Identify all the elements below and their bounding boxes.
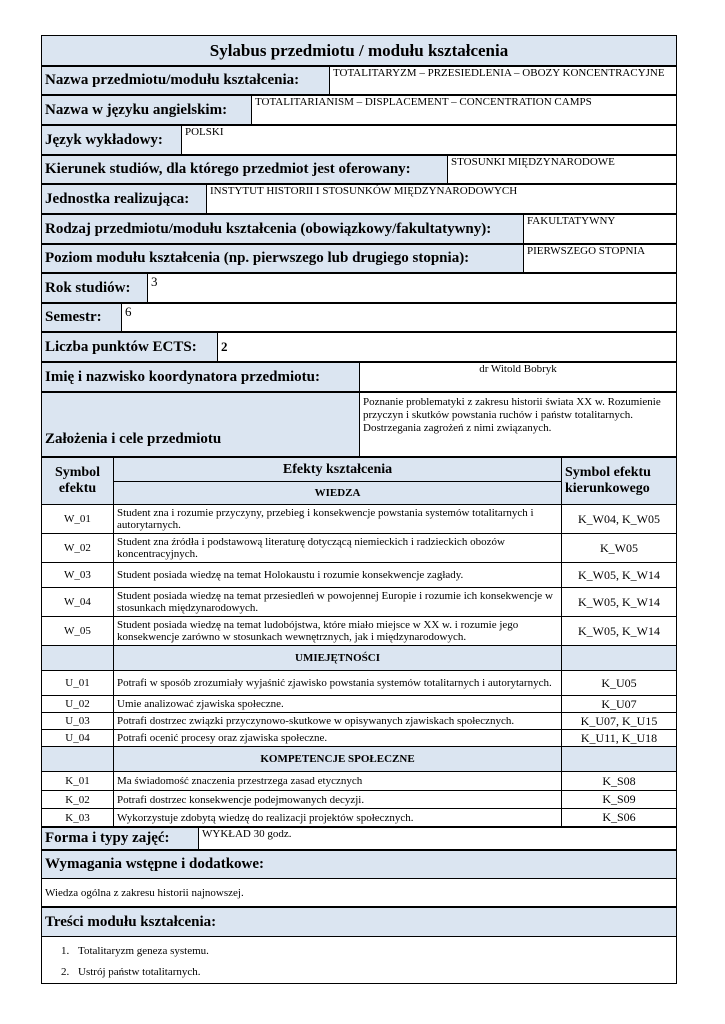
effect-row bbox=[42, 730, 677, 747]
nazwa-value: TOTALITARYZM – PRZESIEDLENIA – OBOZY KONCENTRACYJNE bbox=[330, 67, 677, 95]
section-spacer bbox=[42, 747, 114, 772]
effect-row bbox=[42, 713, 677, 730]
effect-description: Potrafi w sposób zrozumiały wyjaśnić zjawisko powstania systemów totalitarnych i autorytarnych. bbox=[114, 671, 562, 696]
section-wiedza: WIEDZA bbox=[114, 482, 562, 505]
effect-row bbox=[42, 809, 677, 827]
effect-row bbox=[42, 696, 677, 713]
effect-kier-symbol: K_W04, K_W05 bbox=[562, 505, 677, 534]
effect-row bbox=[42, 588, 677, 617]
effect-symbol: W_05 bbox=[42, 617, 114, 646]
row-forma bbox=[41, 827, 677, 850]
row-rok bbox=[41, 273, 677, 303]
effect-description: Ma świadomość znaczenia przestrzega zasad etycznych bbox=[114, 772, 562, 791]
semestr-value: 6 bbox=[122, 304, 677, 332]
row-zalozenia bbox=[41, 392, 677, 457]
effect-kier-symbol: K_W05, K_W14 bbox=[562, 563, 677, 588]
effect-kier-symbol: K_U07, K_U15 bbox=[562, 713, 677, 730]
effect-symbol: K_02 bbox=[42, 791, 114, 809]
col-header-effects: Efekty kształcenia bbox=[114, 458, 562, 482]
effect-kier-symbol: K_U05 bbox=[562, 671, 677, 696]
koordynator-label: Imię i nazwisko koordynatora przedmiotu: bbox=[42, 363, 360, 392]
tresci-list-cell bbox=[42, 937, 677, 984]
row-jezyk bbox=[41, 125, 677, 155]
effect-description: Wykorzystuje zdobytą wiedzę do realizacji projektów społecznych. bbox=[114, 809, 562, 827]
jezyk-label: Język wykładowy: bbox=[42, 126, 182, 155]
effect-kier-symbol: K_U07 bbox=[562, 696, 677, 713]
rok-value: 3 bbox=[148, 274, 677, 303]
wiedza-rows bbox=[42, 505, 677, 646]
zalozenia-value: Poznanie problematyki z zakresu historii świata XX w. Rozumienie przyczyn i skutków powstania ruchów i państw totalitarnych. Dostrzegania zagrożeń z nimi związanych. bbox=[360, 393, 677, 457]
umiejetnosci-rows bbox=[42, 671, 677, 747]
wymagania-value: Wiedza ogólna z zakresu historii najnowszej. bbox=[42, 879, 677, 907]
section-spacer bbox=[562, 646, 677, 671]
effect-symbol: W_01 bbox=[42, 505, 114, 534]
effect-symbol: U_02 bbox=[42, 696, 114, 713]
effect-kier-symbol: K_W05 bbox=[562, 534, 677, 563]
forma-label: Forma i typy zajęć: bbox=[42, 828, 199, 850]
row-rodzaj bbox=[41, 214, 677, 244]
col-header-kier: Symbol efektu kierunkowego bbox=[562, 458, 677, 505]
effect-row bbox=[42, 791, 677, 809]
col-header-symbol: Symbol efektu bbox=[42, 458, 114, 505]
kierunek-value: STOSUNKI MIĘDZYNARODOWE bbox=[448, 156, 677, 184]
tresci-label: Treści modułu kształcenia: bbox=[42, 908, 677, 937]
row-nazwa bbox=[41, 66, 677, 95]
effect-description: Student zna i rozumie przyczyny, przebieg i konsekwencje powstania systemów totalitarnych i autorytarnych. bbox=[114, 505, 562, 534]
effect-kier-symbol: K_S08 bbox=[562, 772, 677, 791]
poziom-value: PIERWSZEGO STOPNIA bbox=[524, 245, 677, 273]
wymagania-label: Wymagania wstępne i dodatkowe: bbox=[42, 851, 677, 879]
effect-symbol: W_03 bbox=[42, 563, 114, 588]
effect-row bbox=[42, 505, 677, 534]
nazwa-label: Nazwa przedmiotu/modułu kształcenia: bbox=[42, 67, 330, 95]
effect-row bbox=[42, 617, 677, 646]
effect-description: Umie analizować zjawiska społeczne. bbox=[114, 696, 562, 713]
effect-description: Student posiada wiedzę na temat ludobójstwa, które miało miejsce w XX w. i rozumie jego konsekwencje zarówno w stosunkach wewnętrznych, jak i międzynarodowych. bbox=[114, 617, 562, 646]
ects-label: Liczba punktów ECTS: bbox=[42, 333, 218, 362]
row-kierunek bbox=[41, 155, 677, 184]
row-semestr bbox=[41, 303, 677, 332]
section-spacer bbox=[42, 646, 114, 671]
row-poziom bbox=[41, 244, 677, 273]
section-umiejetnosci: UMIEJĘTNOŚCI bbox=[114, 646, 562, 671]
semestr-label: Semestr: bbox=[42, 304, 122, 332]
effect-kier-symbol: K_S09 bbox=[562, 791, 677, 809]
effect-description: Potrafi dostrzec konsekwencje podejmowanych decyzji. bbox=[114, 791, 562, 809]
kierunek-label: Kierunek studiów, dla którego przedmiot jest oferowany: bbox=[42, 156, 448, 184]
row-koordynator bbox=[41, 362, 677, 392]
effect-description: Student posiada wiedzę na temat przesiedleń w powojennej Europie i rozumie ich konsekwencje w stosunkach międzynarodowych. bbox=[114, 588, 562, 617]
koordynator-value: dr Witold Bobryk bbox=[360, 363, 677, 392]
kompetencje-rows bbox=[42, 772, 677, 827]
tresci-list bbox=[42, 941, 676, 983]
title-table bbox=[41, 35, 677, 66]
effect-description: Student zna źródła i podstawową literaturę dotyczącą niemieckich i radzieckich obozów koncentracyjnych. bbox=[114, 534, 562, 563]
jednostka-label: Jednostka realizująca: bbox=[42, 185, 207, 214]
effect-row bbox=[42, 563, 677, 588]
jednostka-value: INSTYTUT HISTORII I STOSUNKÓW MIĘDZYNARODOWYCH bbox=[207, 185, 677, 214]
effect-symbol: W_02 bbox=[42, 534, 114, 563]
effect-kier-symbol: K_W05, K_W14 bbox=[562, 617, 677, 646]
effect-description: Student posiada wiedzę na temat Holokaustu i rozumie konsekwencje zagłady. bbox=[114, 563, 562, 588]
effect-description: Potrafi dostrzec związki przyczynowo-skutkowe w opisywanych zjawiskach społecznych. bbox=[114, 713, 562, 730]
jezyk-value: POLSKI bbox=[182, 126, 677, 155]
effect-symbol: U_03 bbox=[42, 713, 114, 730]
row-jednostka bbox=[41, 184, 677, 214]
nazwa-en-label: Nazwa w języku angielskim: bbox=[42, 96, 252, 125]
row-tresci bbox=[41, 907, 677, 984]
section-kompetencje: KOMPETENCJE SPOŁECZNE bbox=[114, 747, 562, 772]
poziom-label: Poziom modułu kształcenia (np. pierwszego lub drugiego stopnia): bbox=[42, 245, 524, 273]
effect-symbol: K_01 bbox=[42, 772, 114, 791]
effects-table bbox=[41, 457, 677, 827]
effect-row bbox=[42, 772, 677, 791]
row-wymagania bbox=[41, 850, 677, 907]
effect-row bbox=[42, 671, 677, 696]
effect-kier-symbol: K_S06 bbox=[562, 809, 677, 827]
effect-symbol: W_04 bbox=[42, 588, 114, 617]
list-item: 1. Totalitaryzm geneza systemu. bbox=[72, 941, 676, 962]
row-nazwa-en bbox=[41, 95, 677, 125]
document-title: Sylabus przedmiotu / modułu kształcenia bbox=[42, 36, 677, 66]
syllabus-page bbox=[41, 35, 677, 984]
effect-row bbox=[42, 534, 677, 563]
effect-symbol: U_01 bbox=[42, 671, 114, 696]
effect-description: Potrafi ocenić procesy oraz zjawiska społeczne. bbox=[114, 730, 562, 747]
section-spacer bbox=[562, 747, 677, 772]
zalozenia-label: Założenia i cele przedmiotu bbox=[42, 393, 360, 457]
effect-symbol: U_04 bbox=[42, 730, 114, 747]
effect-kier-symbol: K_U11, K_U18 bbox=[562, 730, 677, 747]
rok-label: Rok studiów: bbox=[42, 274, 148, 303]
list-item: 2. Ustrój państw totalitarnych. bbox=[72, 962, 676, 983]
effect-kier-symbol: K_W05, K_W14 bbox=[562, 588, 677, 617]
row-ects bbox=[41, 332, 677, 362]
rodzaj-label: Rodzaj przedmiotu/modułu kształcenia (obowiązkowy/fakultatywny): bbox=[42, 215, 524, 244]
effect-symbol: K_03 bbox=[42, 809, 114, 827]
nazwa-en-value: TOTALITARIANISM – DISPLACEMENT – CONCENTRATION CAMPS bbox=[252, 96, 677, 125]
ects-value: 2 bbox=[218, 333, 677, 362]
rodzaj-value: FAKULTATYWNY bbox=[524, 215, 677, 244]
forma-value: WYKŁAD 30 godz. bbox=[199, 828, 677, 850]
